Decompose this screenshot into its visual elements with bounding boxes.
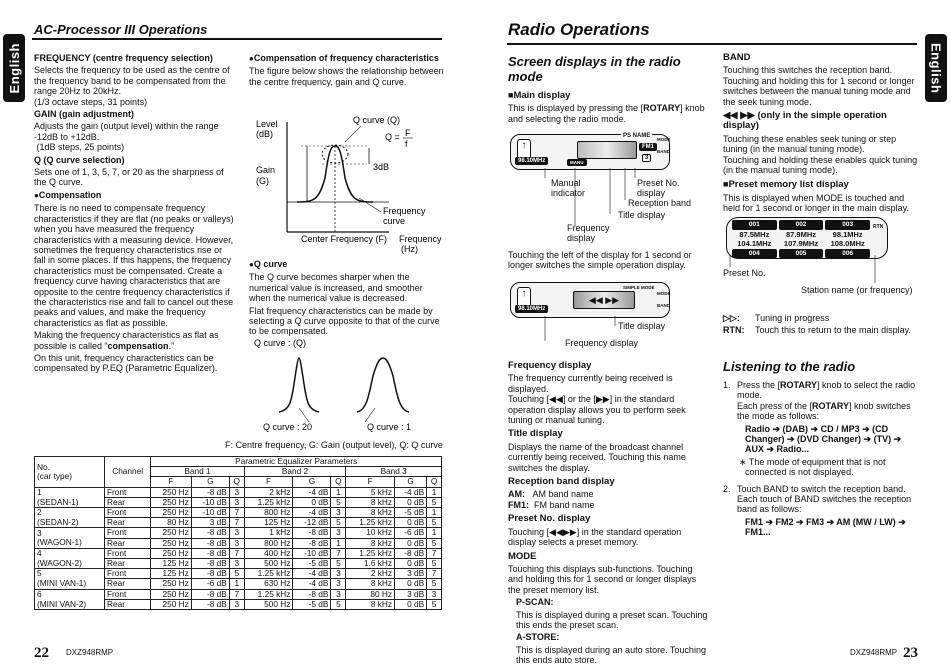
- table-cell: 125 Hz: [151, 559, 191, 569]
- channel-cell: Rear: [104, 518, 150, 528]
- table-cell: 250 Hz: [151, 599, 191, 609]
- table-cell: 0 dB: [293, 497, 331, 507]
- table-cell: 80 Hz: [151, 518, 191, 528]
- table-cell: 5: [331, 559, 346, 569]
- table-cell: 3: [331, 589, 346, 599]
- th-sub-q: Q: [331, 477, 346, 487]
- table-cell: -8 dB: [191, 589, 229, 599]
- th-sub-f: F: [244, 477, 293, 487]
- p-scan-body: This is displayed during a preset scan. Touching this ends the preset scan.: [516, 609, 708, 630]
- title-display-title: Title display: [508, 428, 563, 440]
- preset-row-top: [731, 220, 871, 230]
- table-cell: 1.25 kHz: [346, 518, 395, 528]
- table-row: [35, 487, 442, 497]
- model-footer-left: DXZ948RMP: [66, 648, 114, 657]
- language-tab: English: [3, 34, 25, 102]
- table-cell: 0 dB: [395, 497, 427, 507]
- table-cell: -8 dB: [293, 538, 331, 548]
- table-cell: -6 dB: [191, 579, 229, 589]
- table-cell: 250 Hz: [151, 538, 191, 548]
- band-button[interactable]: BAND: [657, 303, 670, 308]
- manual-indicator: MANU: [567, 159, 587, 166]
- gain-label: Gain: [256, 165, 276, 175]
- table-cell: 1: [331, 487, 346, 497]
- preset-number: 004: [732, 249, 777, 259]
- tuning-in-progress: Tuning in progress: [755, 313, 830, 323]
- table-cell: 7: [331, 548, 346, 558]
- preset-row-r1: [731, 230, 871, 240]
- table-cell: 5: [331, 497, 346, 507]
- table-cell: 5: [331, 518, 346, 528]
- frequency-display-body-1: The frequency currently being received is displayed.: [508, 373, 673, 394]
- table-cell: 250 Hz: [151, 589, 191, 599]
- station-name-caption: Station name (or frequency): [801, 285, 913, 295]
- table-cell: -8 dB: [191, 487, 229, 497]
- table-cell: 8 kHz: [346, 497, 395, 507]
- th-channel: Channel: [104, 457, 150, 488]
- table-cell: 0 dB: [395, 518, 427, 528]
- table-cell: 5 kHz: [346, 487, 395, 497]
- table-cell: -12 dB: [293, 518, 331, 528]
- table-row: [35, 569, 442, 579]
- table-cell: -4 dB: [293, 579, 331, 589]
- main-display-body: This is displayed by pressing the [ROTARY] knob and selecting the radio mode.: [508, 103, 705, 124]
- q-compare-label: Q curve : (Q): [254, 338, 307, 348]
- table-row: [35, 497, 442, 507]
- table-row: [35, 579, 442, 589]
- table-cell: 8 kHz: [346, 599, 395, 609]
- table-cell: 5: [427, 497, 442, 507]
- frequency-display-caption: Frequency display: [567, 223, 610, 243]
- gain-body: Adjusts the gain (output level) within the range -12dB to +12dB.: [34, 121, 219, 142]
- lcd3-leaders: [725, 255, 895, 289]
- peq-text: On this unit, frequency characteristics can be compensated by P.EQ (Parametric Equalizer).: [34, 352, 218, 374]
- table-cell: 3: [229, 497, 244, 507]
- parametric-equalizer-table: [34, 456, 442, 610]
- table-cell: -8 dB: [191, 548, 229, 558]
- q-curve-body: The Q curve becomes sharper when the numerical value is increased, and smoother when the numerical value is decreased.: [249, 272, 423, 304]
- band-sequence: FM1 ➔ FM2 ➔ FM3 ➔ AM (MW / LW) ➔ FM1...: [745, 516, 906, 538]
- frequency-title: FREQUENCY (centre frequency selection): [34, 53, 213, 63]
- table-cell: 1: [331, 538, 346, 548]
- table-cell: 5: [427, 559, 442, 569]
- table-row: [35, 518, 442, 528]
- table-cell: -10 dB: [191, 497, 229, 507]
- reception-band-caption: Reception band: [628, 198, 692, 208]
- channel-cell: Front: [104, 569, 150, 579]
- table-cell: -8 dB: [293, 528, 331, 538]
- seek-arrows[interactable]: ◀◀ ▶▶: [573, 291, 635, 309]
- q-body: Sets one of 1, 3, 5, 7, or 20 as the sharpness of the Q curve.: [34, 167, 224, 188]
- page-number-right: 23: [903, 645, 918, 661]
- q-equation-num: F: [405, 128, 411, 138]
- th-sub-g: G: [293, 477, 331, 487]
- car-number: 5: [35, 569, 105, 579]
- preset-memory-title: ■ Preset memory list display: [723, 179, 918, 190]
- table-cell: 5: [331, 599, 346, 609]
- th-band-1: Band 1: [151, 467, 244, 477]
- table-cell: 7: [427, 569, 442, 579]
- table-cell: -4 dB: [293, 508, 331, 518]
- channel-cell: Rear: [104, 599, 150, 609]
- table-cell: 1.25 kHz: [346, 548, 395, 558]
- table-cell: 250 Hz: [151, 579, 191, 589]
- compensation-body: There is no need to compensate frequency characteristics if they are flat (no peaks or valleys) when you have measured the frequency characteristics with a measuring device. However, sometimes the frequency characteristics rise or fall in some places. If this happens, the frequency characteristics must be compensated. Create a frequency curve having characteristics that are opposite to the centre frequency characteristics if the characteristics rise and fall to cancel out these peaks and values, and make the frequency characteristics as flat as possible.: [34, 203, 234, 328]
- table-cell: 125 Hz: [151, 569, 191, 579]
- table-row: [35, 589, 442, 599]
- page-number-left: 22: [34, 645, 49, 661]
- right-column-1: [508, 52, 708, 126]
- step-1: 1. Press the [ROTARY] knob to select the radio mode. Each press of the [ROTARY] knob switches the mode as follows: Radio ➔ (DAB) ➔ CD / MP3 ➔ (CD Changer) ➔ (DVD Changer) ➔ (TV) ➔ AUX ➔ Radio... ∗ The mode of equipment that is not connected is not displayed.: [723, 380, 918, 480]
- frequency-axis-label: Frequency: [399, 234, 442, 244]
- channel-cell: Front: [104, 528, 150, 538]
- table-cell: -8 dB: [191, 528, 229, 538]
- language-tab: English: [925, 34, 947, 102]
- center-frequency-label: Center Frequency (F): [301, 234, 388, 244]
- table-cell: 500 Hz: [244, 599, 293, 609]
- title-display-caption-2: Title display: [618, 321, 666, 331]
- channel-cell: Rear: [104, 497, 150, 507]
- table-cell: 250 Hz: [151, 548, 191, 558]
- table-row: [35, 548, 442, 558]
- frequency-readout[interactable]: 98.10MHz: [515, 157, 548, 165]
- table-row: [35, 528, 442, 538]
- q20-label: Q curve : 20: [263, 422, 313, 432]
- frequency-display-body-2: Touching [◀◀] or the [▶▶] in the standard operation display allows you to perform seek tuning or manual tuning.: [508, 394, 686, 426]
- table-cell: 250 Hz: [151, 487, 191, 497]
- car-number: 1: [35, 487, 105, 497]
- car-type: (WAGON-2): [35, 559, 105, 569]
- q-compare-figure: [249, 334, 449, 434]
- listening-title: Listening to the radio: [723, 359, 856, 374]
- car-number: 2: [35, 508, 105, 518]
- preset-number: 005: [779, 249, 824, 259]
- table-title: Parametric Equalizer Parameters: [151, 457, 442, 467]
- table-cell: -8 dB: [395, 548, 427, 558]
- channel-cell: Rear: [104, 559, 150, 569]
- table-cell: 250 Hz: [151, 528, 191, 538]
- band-button[interactable]: BAND: [657, 149, 670, 154]
- channel-cell: Front: [104, 487, 150, 497]
- table-cell: 7: [427, 548, 442, 558]
- flat-text: Making the frequency characteristics as flat as possible is called “compensation.”: [34, 330, 219, 351]
- channel-cell: Front: [104, 508, 150, 518]
- table-cell: 3: [229, 559, 244, 569]
- title-display-caption: Title display: [618, 210, 666, 220]
- table-cell: 0 dB: [395, 559, 427, 569]
- table-cell: 3: [331, 579, 346, 589]
- level-label: Level: [256, 119, 278, 129]
- mode-sequence: Radio ➔ (DAB) ➔ CD / MP3 ➔ (CD Changer) ➔ (DVD Changer) ➔ (TV) ➔ AUX ➔ Radio...: [745, 423, 902, 455]
- th-sub-f: F: [151, 477, 191, 487]
- preset-row-r2: [731, 239, 871, 249]
- table-cell: -8 dB: [191, 559, 229, 569]
- preset-no-title: Preset No. display: [508, 513, 591, 525]
- q20-curve: [279, 358, 319, 412]
- legend-list: ▷▷: Tuning in progress RTN: Touch this to return to the main display.: [723, 313, 911, 336]
- gain-unit-label: (G): [256, 176, 269, 186]
- preset-frequency[interactable]: 98.1MHz: [832, 229, 863, 239]
- car-type: (SEDAN-2): [35, 518, 105, 528]
- preset-memory-lcd[interactable]: [726, 217, 888, 259]
- table-cell: 5: [427, 579, 442, 589]
- table-cell: 7: [229, 518, 244, 528]
- section-rule: [507, 43, 917, 45]
- frequency-display-caption-2: Frequency display: [565, 338, 639, 348]
- q-equation: Q =: [385, 132, 400, 142]
- running-header: AC-Processor III Operations: [34, 22, 208, 37]
- a-store-title: A-STORE:: [516, 632, 560, 643]
- preset-number-badge[interactable]: 3: [642, 154, 651, 162]
- table-cell: 8 kHz: [346, 538, 395, 548]
- mode-title: MODE: [508, 550, 537, 562]
- table-cell: 0 dB: [395, 579, 427, 589]
- q-curve-section: [249, 259, 444, 339]
- table-cell: 3: [427, 589, 442, 599]
- table-cell: 80 Hz: [346, 589, 395, 599]
- seek-body-2: Touching and holding these enables quick tuning (in the manual tuning mode).: [723, 154, 918, 176]
- channel-cell: Rear: [104, 538, 150, 548]
- table-cell: 0 dB: [395, 599, 427, 609]
- model-footer-right: DXZ948RMP: [850, 648, 898, 657]
- table-cell: 1.6 kHz: [346, 559, 395, 569]
- screen-displays-title: Screen displays in the radio mode: [508, 54, 681, 84]
- frequency-curve-label-2: curve: [383, 216, 406, 226]
- touch-left-text: Touching the left of the display for 1 second or longer switches the simple operation display.: [508, 250, 692, 271]
- table-cell: -10 dB: [293, 548, 331, 558]
- table-cell: 1: [427, 508, 442, 518]
- am-band-name: AM band name: [532, 489, 594, 500]
- left-column-1: [34, 53, 234, 376]
- table-cell: 125 Hz: [244, 518, 293, 528]
- compensation-freq-title: ● Compensation of frequency characteristics: [249, 53, 444, 64]
- car-type: (WAGON-1): [35, 538, 105, 548]
- table-cell: 5: [427, 538, 442, 548]
- rtn-description: Touch this to return to the main display.: [755, 325, 911, 336]
- table-cell: 7: [229, 548, 244, 558]
- main-display-lcd[interactable]: [510, 134, 670, 170]
- table-cell: 500 Hz: [244, 559, 293, 569]
- seek-title: ◀◀ ▶▶ (only in the simple operation display): [723, 110, 887, 132]
- mode-note: ∗ The mode of equipment that is not connected is not displayed.: [739, 456, 886, 478]
- table-cell: -5 dB: [293, 559, 331, 569]
- fm-band-name: FM band name: [534, 499, 595, 510]
- table-cell: 10 kHz: [346, 528, 395, 538]
- preset-number: 003: [825, 220, 870, 230]
- table-cell: -6 dB: [395, 528, 427, 538]
- listening-section: [723, 357, 918, 540]
- 3db-label: 3dB: [373, 162, 390, 172]
- th-band-2: Band 2: [244, 467, 346, 477]
- table-cell: -4 dB: [395, 487, 427, 497]
- table-cell: 3 dB: [395, 589, 427, 599]
- table-cell: -5 dB: [395, 508, 427, 518]
- q-curve-figure: [249, 108, 449, 256]
- table-row: [35, 599, 442, 609]
- q-curve-leader: [345, 126, 361, 142]
- compensation-title: ● Compensation: [34, 190, 234, 201]
- q1-label: Q curve : 1: [367, 422, 412, 432]
- table-cell: -5 dB: [293, 599, 331, 609]
- simple-mode-label: SIMPLE MODE: [623, 285, 655, 290]
- tuning-icon[interactable]: ↑: [517, 287, 531, 307]
- th-band-3: Band 3: [346, 467, 442, 477]
- table-cell: -10 dB: [191, 508, 229, 518]
- table-cell: 1: [229, 579, 244, 589]
- channel-cell: Front: [104, 548, 150, 558]
- return-button[interactable]: RTN: [873, 224, 884, 230]
- q-curve-label: Q curve (Q): [353, 115, 401, 125]
- preset-frequency[interactable]: 87.9MHz: [786, 229, 817, 239]
- frequency-note: (1/3 octave steps, 31 points): [34, 96, 148, 107]
- q1-curve: [357, 358, 409, 412]
- table-cell: -8 dB: [293, 589, 331, 599]
- q-title: Q (Q curve selection): [34, 154, 125, 165]
- ps-name-label: PS NAME: [623, 133, 651, 139]
- step-2: 2. Touch BAND to switch the reception band. Each touch of BAND switches the reception band as follows: FM1 ➔ FM2 ➔ FM3 ➔ AM (MW / LW) ➔ FM1...: [723, 484, 918, 540]
- table-cell: 400 Hz: [244, 548, 293, 558]
- table-cell: -8 dB: [191, 569, 229, 579]
- frequency-curve-label-1: Frequency: [383, 206, 426, 216]
- th-no: No. (car type): [35, 457, 105, 488]
- p-scan-title: P-SCAN:: [516, 597, 554, 608]
- car-type: (MINI VAN-1): [35, 579, 105, 589]
- title-display-body: Displays the name of the broadcast channel currently being received. Touching this name switches the display.: [508, 441, 686, 473]
- simple-display-lcd[interactable]: [510, 282, 670, 318]
- frequency-body: Selects the frequency to be used as the centre of the frequency band to be compensated from the range 20Hz to 20kHz.: [34, 65, 230, 97]
- right-column-1-lower: Frequency display The frequency currently being received is displayed. Touching [◀◀] or the [▶▶] in the standard operation display allows you to perform seek tuning or manual tuning. Title display Displays the name of the broadcast channel currently being received. Touching this name switches the display. Reception band display AM: AM band name FM1: FM band name Preset No. display Touching [◀◀▶▶] in the standard operation display selects a preset memory. MODE Touching this displays sub-functions. Touching and holding this for 1 second or longer displays the preset memory list. P-SCAN: This is displayed during a preset scan. Touching this ends the preset scan. A-STORE: This is displayed during an auto store. Touching this ends auto store.: [508, 360, 708, 666]
- a-store-body: This is displayed during an auto store. Touching this ends auto store.: [516, 644, 706, 666]
- table-cell: 630 Hz: [244, 579, 293, 589]
- table-cell: 5: [229, 569, 244, 579]
- table-cell: 2 kHz: [244, 487, 293, 497]
- table-cell: 250 Hz: [151, 508, 191, 518]
- manual-indicator-caption: Manual indicator: [551, 178, 586, 198]
- right-page: [475, 0, 950, 671]
- mode-body: Touching this displays sub-functions. Touching and holding this for 1 second or longer displays the preset memory list.: [508, 563, 697, 595]
- table-cell: 800 Hz: [244, 508, 293, 518]
- table-cell: 3: [229, 528, 244, 538]
- car-number: 6: [35, 589, 105, 599]
- table-cell: -4 dB: [293, 487, 331, 497]
- table-cell: 1: [427, 487, 442, 497]
- preset-no-caption: Preset No. display: [637, 178, 680, 198]
- table-row: [35, 508, 442, 518]
- th-sub-f: F: [346, 477, 395, 487]
- figure-legend: F: Centre frequency, G: Gain (output level), Q: Q curve: [225, 440, 443, 450]
- table-cell: 1: [427, 528, 442, 538]
- preset-number: 001: [732, 220, 777, 230]
- car-number: 3: [35, 528, 105, 538]
- table-row: [35, 538, 442, 548]
- table-cell: 3 dB: [191, 518, 229, 528]
- gain-title: GAIN (gain adjustment): [34, 109, 135, 120]
- table-cell: 5: [427, 599, 442, 609]
- table-cell: 3: [331, 569, 346, 579]
- gain-note: (1dB steps, 25 points): [36, 142, 125, 153]
- right-column-2: [723, 53, 918, 216]
- table-cell: 250 Hz: [151, 497, 191, 507]
- preset-frequency[interactable]: 107.9MHz: [783, 239, 819, 248]
- table-cell: 7: [229, 508, 244, 518]
- table-cell: 1.25 kHz: [244, 497, 293, 507]
- preset-no-caption: Preset No.: [723, 268, 766, 278]
- table-row: [35, 559, 442, 569]
- table-cell: -8 dB: [191, 538, 229, 548]
- title-area[interactable]: [577, 141, 637, 159]
- table-cell: 3: [229, 599, 244, 609]
- band-body: Touching this switches the reception band. Touching and holding this for 1 second or longer switches between the manual tuning mode and the seek tuning mode.: [723, 65, 915, 107]
- preset-frequency[interactable]: 87.5MHz: [739, 229, 770, 239]
- th-sub-g: G: [395, 477, 427, 487]
- car-type: (SEDAN-1): [35, 497, 105, 507]
- reception-band-title: Reception band display: [508, 476, 615, 488]
- level-unit-label: (dB): [256, 129, 274, 139]
- band-fm1-badge[interactable]: FM1: [639, 143, 657, 151]
- band-title: BAND: [723, 52, 751, 63]
- table-cell: 1 kHz: [244, 528, 293, 538]
- preset-number: 006: [825, 249, 870, 259]
- compensation-freq-body: The figure below shows the relationship between the centre frequency, gain and Q curve.: [249, 66, 444, 87]
- section-title: Radio Operations: [508, 20, 650, 39]
- car-number: 4: [35, 548, 105, 558]
- tuning-icon[interactable]: ↑: [517, 139, 531, 165]
- mode-button[interactable]: MODE: [657, 291, 671, 296]
- preset-frequency[interactable]: 104.1MHz: [737, 239, 772, 248]
- table-cell: 3: [331, 528, 346, 538]
- channel-cell: Front: [104, 589, 150, 599]
- th-sub-q: Q: [427, 477, 442, 487]
- left-column-2: [249, 53, 444, 89]
- preset-no-body: Touching [◀◀▶▶] in the standard operation display selects a preset memory.: [508, 526, 682, 548]
- table-cell: 800 Hz: [244, 538, 293, 548]
- q-curve-title: ● Q curve: [249, 259, 444, 270]
- table-cell: 2 kHz: [346, 569, 395, 579]
- preset-number: 002: [779, 220, 824, 230]
- th-sub-q: Q: [229, 477, 244, 487]
- table-cell: 8 kHz: [346, 508, 395, 518]
- frequency-display-title: Frequency display: [508, 360, 592, 371]
- table-cell: 3: [331, 508, 346, 518]
- q-equation-den: f: [405, 139, 408, 149]
- table-cell: 3 dB: [395, 569, 427, 579]
- channel-cell: Rear: [104, 579, 150, 589]
- table-cell: 0 dB: [395, 538, 427, 548]
- table-cell: 3: [229, 538, 244, 548]
- flat-characteristics-body: Flat frequency characteristics can be made by selecting a Q curve opposite to that of the curve to be compensated.: [249, 305, 440, 337]
- preset-frequency[interactable]: 108.0MHz: [830, 239, 865, 248]
- frequency-readout[interactable]: 98.10MHz: [515, 305, 548, 313]
- table-cell: 1.25 kHz: [244, 569, 293, 579]
- table-cell: 5: [427, 518, 442, 528]
- table-cell: 8 kHz: [346, 579, 395, 589]
- table-cell: 1.25 kHz: [244, 589, 293, 599]
- table-cell: 7: [229, 589, 244, 599]
- table-cell: -4 dB: [293, 569, 331, 579]
- car-type: (MINI VAN-2): [35, 599, 105, 609]
- header-rule: [32, 38, 442, 40]
- table-cell: -8 dB: [191, 599, 229, 609]
- mode-button[interactable]: MODE: [657, 137, 671, 142]
- frequency-axis-unit: (Hz): [401, 244, 418, 254]
- preset-memory-body: This is displayed when MODE is touched and held for 1 second or longer in the main display.: [723, 192, 909, 214]
- main-display-title: ■ Main display: [508, 90, 708, 101]
- th-sub-g: G: [191, 477, 229, 487]
- seek-body-1: Touching these enables seek tuning or step tuning (in the manual tuning mode).: [723, 133, 897, 155]
- table-cell: 3: [229, 487, 244, 497]
